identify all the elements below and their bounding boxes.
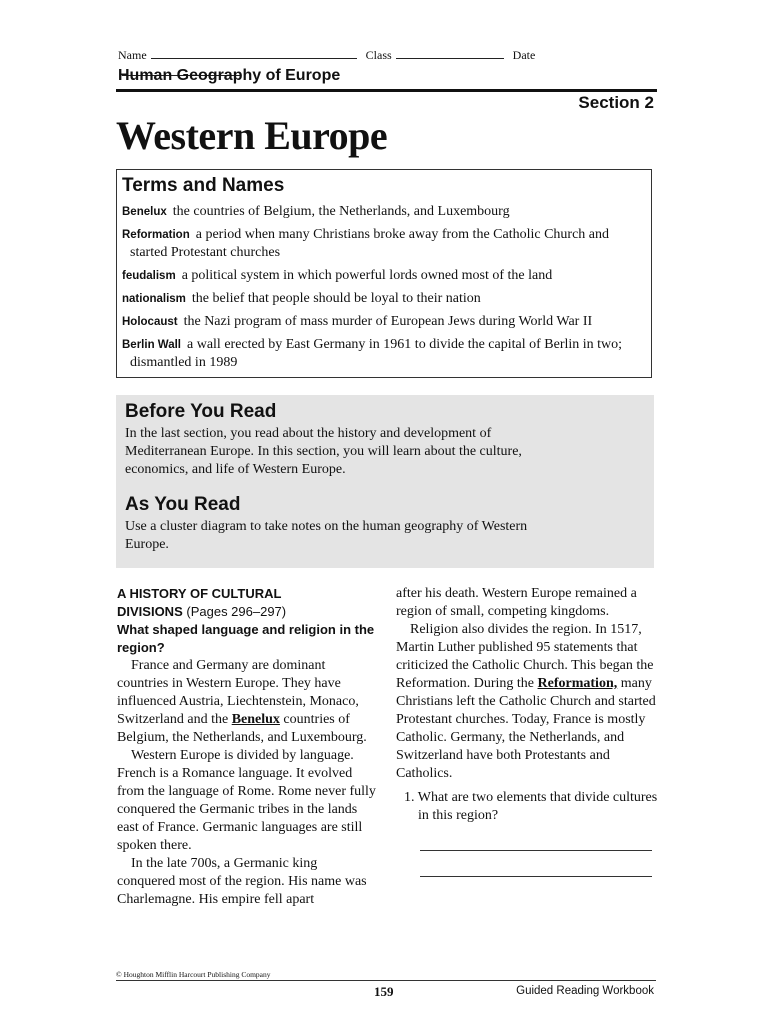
question-number: 1. xyxy=(404,790,415,805)
term-word: Benelux xyxy=(122,206,167,218)
answer-line-2[interactable] xyxy=(420,851,652,877)
class-blank xyxy=(396,46,504,59)
term-word: Reformation xyxy=(122,229,190,241)
term-entry xyxy=(122,313,645,331)
header-divider xyxy=(116,89,657,92)
before-you-read-text: In the last section, you read about the history and development of Mediterranean Europe. In this section, you will learn about the culture, economics, and life of Western Europe. xyxy=(125,426,522,477)
workbook-name: Guided Reading Workbook xyxy=(516,985,654,997)
page-title: Western Europe xyxy=(116,113,388,158)
paragraph-text: Religion also divides the region. In 1517, Martin Luther published 95 statements that criticized the Catholic Church. This began the Reformation. During the xyxy=(396,622,654,691)
reading-guide-box xyxy=(116,395,654,568)
term-entry xyxy=(122,336,645,372)
term-word: Holocaust xyxy=(122,316,178,328)
term-definition: the Nazi program of mass murder of European Jews during World War II xyxy=(183,314,593,329)
paragraph: after his death. Western Europe remained a region of small, competing kingdoms. xyxy=(396,586,637,619)
term-word: feudalism xyxy=(122,270,176,282)
paragraph: Western Europe is divided by language. French is a Romance language. It evolved from the language of Rome. Rome never fully conquered the Germanic tribes in the lands east of France. Germanic languages are still spoken there. xyxy=(117,748,376,853)
paragraph-text: countries of Belgium, the Netherlands, and Luxembourg. xyxy=(117,712,367,745)
as-you-read-heading: As You Read xyxy=(125,494,241,515)
before-you-read-heading: Before You Read xyxy=(125,401,277,422)
paragraph xyxy=(117,657,379,747)
term-word: Berlin Wall xyxy=(122,339,181,351)
copyright-notice: © Houghton Mifflin Harcourt Publishing Company xyxy=(116,970,271,979)
question-text: What are two elements that divide cultures in this region? xyxy=(417,790,658,823)
term-definition: the belief that people should be loyal to their nation xyxy=(191,291,481,306)
term-entry xyxy=(122,203,645,221)
section-label: Section 2 xyxy=(578,93,654,112)
paragraph-text: France and Germany are dominant countries in Western Europe. They have influenced Austria, Liechtenstein, Monaco, Switzerland and the xyxy=(117,658,359,727)
term-definition: a political system in which powerful lords owned most of the land xyxy=(181,268,553,283)
term-entry xyxy=(122,267,645,285)
page-reference: (Pages 296–297) xyxy=(186,604,287,619)
section-heading xyxy=(117,585,379,621)
terms-and-names-box xyxy=(116,169,652,378)
date-label: Date xyxy=(512,48,536,62)
section-heading-line2: DIVISIONS xyxy=(117,604,183,619)
name-blank xyxy=(151,46,357,59)
left-column xyxy=(117,585,379,909)
paragraph-text: many Christians left the Catholic Church and started Protestant churches. Today, France is mostly Catholic. Germany, the Netherlands, and Switzerland have both Protestants and Catholics. xyxy=(396,676,656,781)
keyword-reformation: Reformation, xyxy=(537,676,618,691)
term-entry xyxy=(122,226,645,262)
term-definition: a wall erected by East Germany in 1961 to divide the capital of Berlin in two; dismantled in 1989 xyxy=(130,337,623,370)
page-number: 159 xyxy=(374,984,394,999)
term-entry xyxy=(122,290,645,308)
as-you-read-text: Use a cluster diagram to take notes on the human geography of Western Europe. xyxy=(125,519,528,552)
term-definition: a period when many Christians broke away from the Catholic Church and started Protestant churches xyxy=(130,227,610,260)
right-column xyxy=(396,585,658,877)
unit-title: Human Geography of Europe xyxy=(118,67,341,84)
review-question xyxy=(396,789,658,825)
keyword-benelux: Benelux xyxy=(231,712,280,727)
term-word: nationalism xyxy=(122,293,186,305)
footer-divider xyxy=(116,980,656,981)
paragraph: In the late 700s, a Germanic king conquered most of the region. His name was Charlemagne. His empire fell apart xyxy=(117,856,367,907)
paragraph xyxy=(396,621,658,783)
answer-line-1[interactable] xyxy=(420,825,652,851)
class-label: Class xyxy=(365,48,392,62)
term-definition: the countries of Belgium, the Netherlands, and Luxembourg xyxy=(172,204,510,219)
terms-heading: Terms and Names xyxy=(122,175,285,196)
name-label: Name xyxy=(118,48,147,62)
section-heading-line1: A HISTORY OF CULTURAL xyxy=(117,586,282,601)
guiding-question: What shaped language and religion in the region? xyxy=(117,622,375,655)
